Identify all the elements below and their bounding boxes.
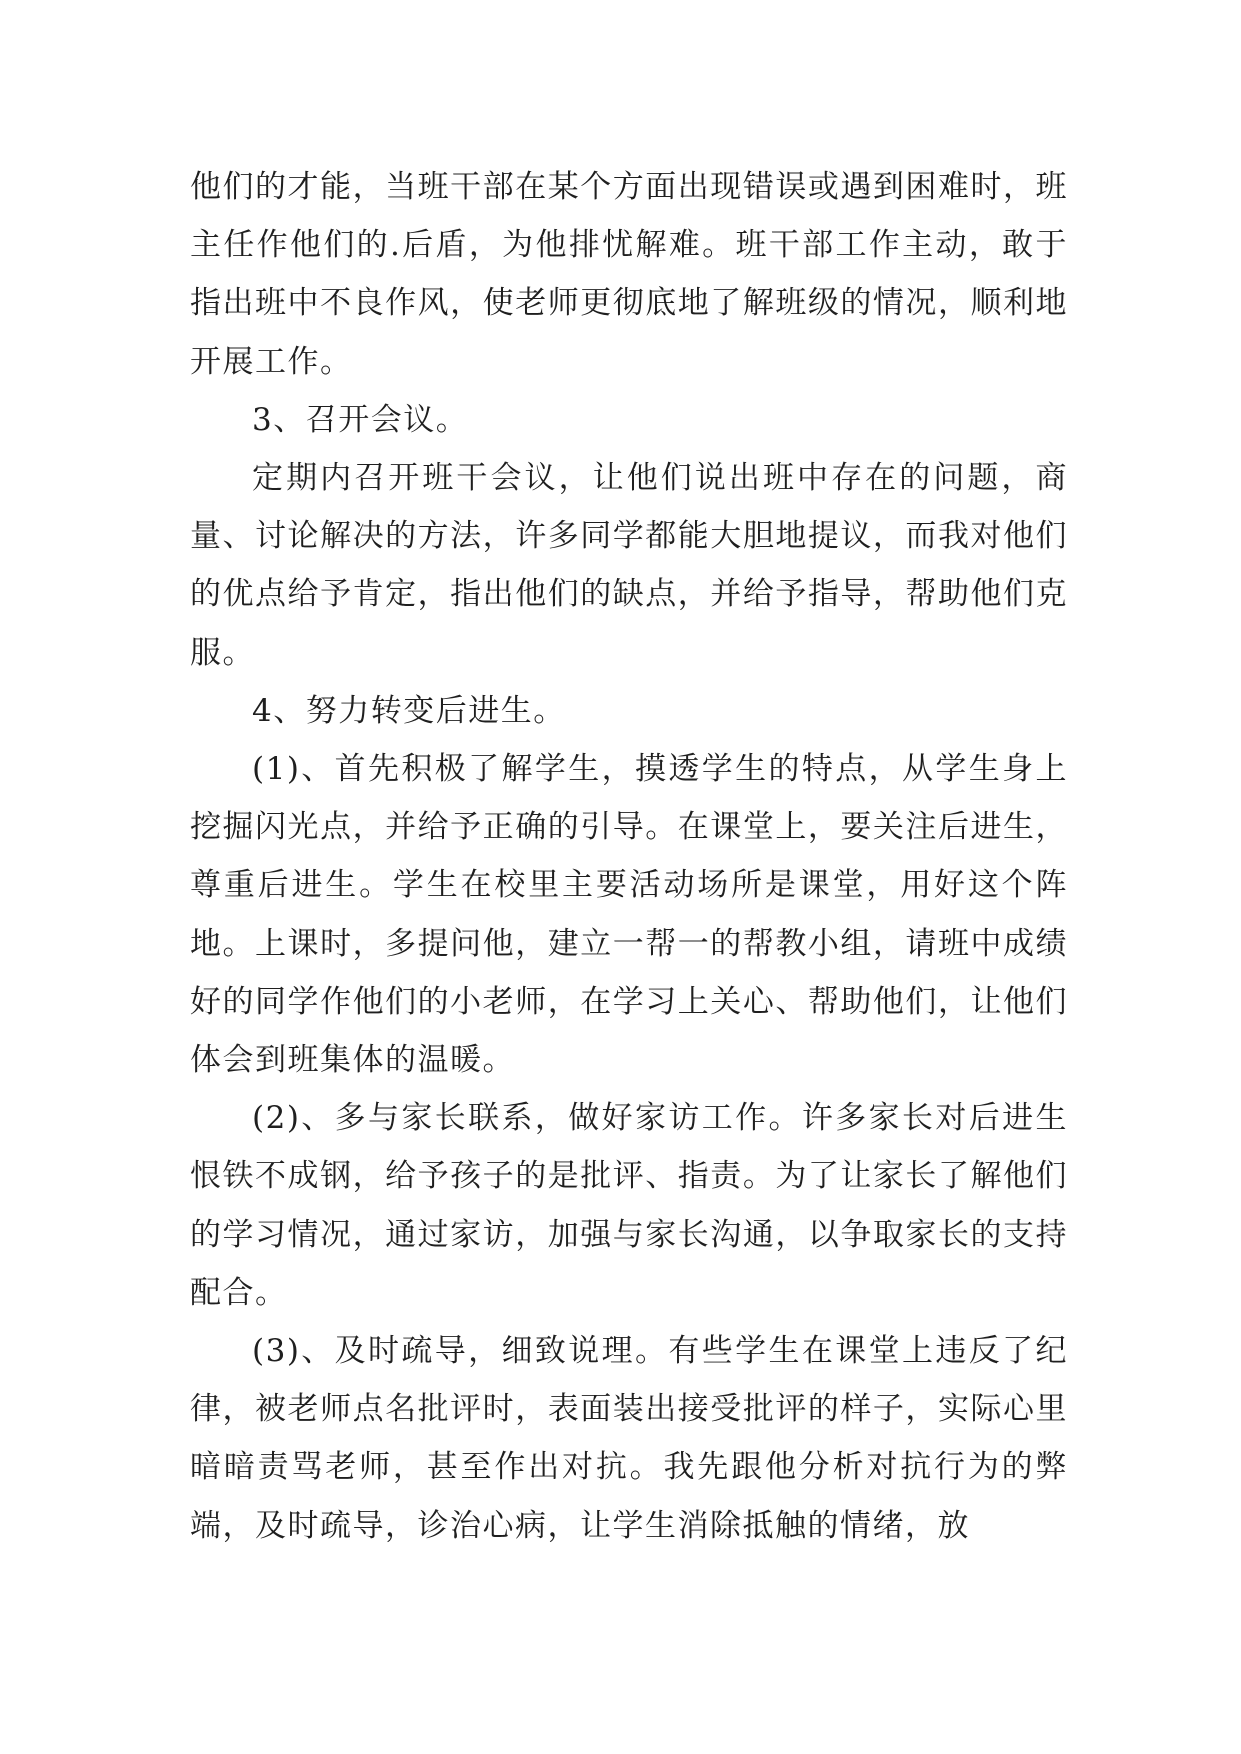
paragraph-point-1: (1)、首先积极了解学生，摸透学生的特点，从学生身上挖掘闪光点，并给予正确的引导。在课堂上，要关注后进生，尊重后进生。学生在校里主要活动场所是课堂，用好这个阵地。上课时，多提问他，建立一帮一的帮教小组，请班中成绩好的同学作他们的小老师，在学习上关心、帮助他们，让他们体会到班集体的温暖。 [190,751,1068,1079]
paragraph-point-3: (3)、及时疏导，细致说理。有些学生在课堂上违反了纪律，被老师点名批评时，表面装出接受批评的样子，实际心里暗暗责骂老师，甚至作出对抗。我先跟他分析对抗行为的弊端，及时疏导，诊治心病，让学生消除抵触的情绪，放 [190,1333,1068,1544]
heading-meetings: 3、召开会议。 [252,401,469,438]
paragraph-meetings: 定期内召开班干会议，让他们说出班中存在的问题，商量、讨论解决的方法，许多同学都能大胆地提议，而我对他们的优点给予肯定，指出他们的缺点，并给予指导，帮助他们克服。 [190,460,1068,671]
document-body [190,158,1068,1555]
heading-underachievers: 4、努力转变后进生。 [252,692,566,729]
paragraph-continuation: 他们的才能，当班干部在某个方面出现错误或遇到困难时，班主任作他们的.后盾，为他排忧解难。班干部工作主动，敢于指出班中不良作风，使老师更彻底地了解班级的情况，顺利地开展工作。 [190,169,1068,380]
paragraph-point-2: (2)、多与家长联系，做好家访工作。许多家长对后进生恨铁不成钢，给予孩子的是批评、指责。为了让家长了解他们的学习情况，通过家访，加强与家长沟通，以争取家长的支持配合。 [190,1100,1068,1311]
